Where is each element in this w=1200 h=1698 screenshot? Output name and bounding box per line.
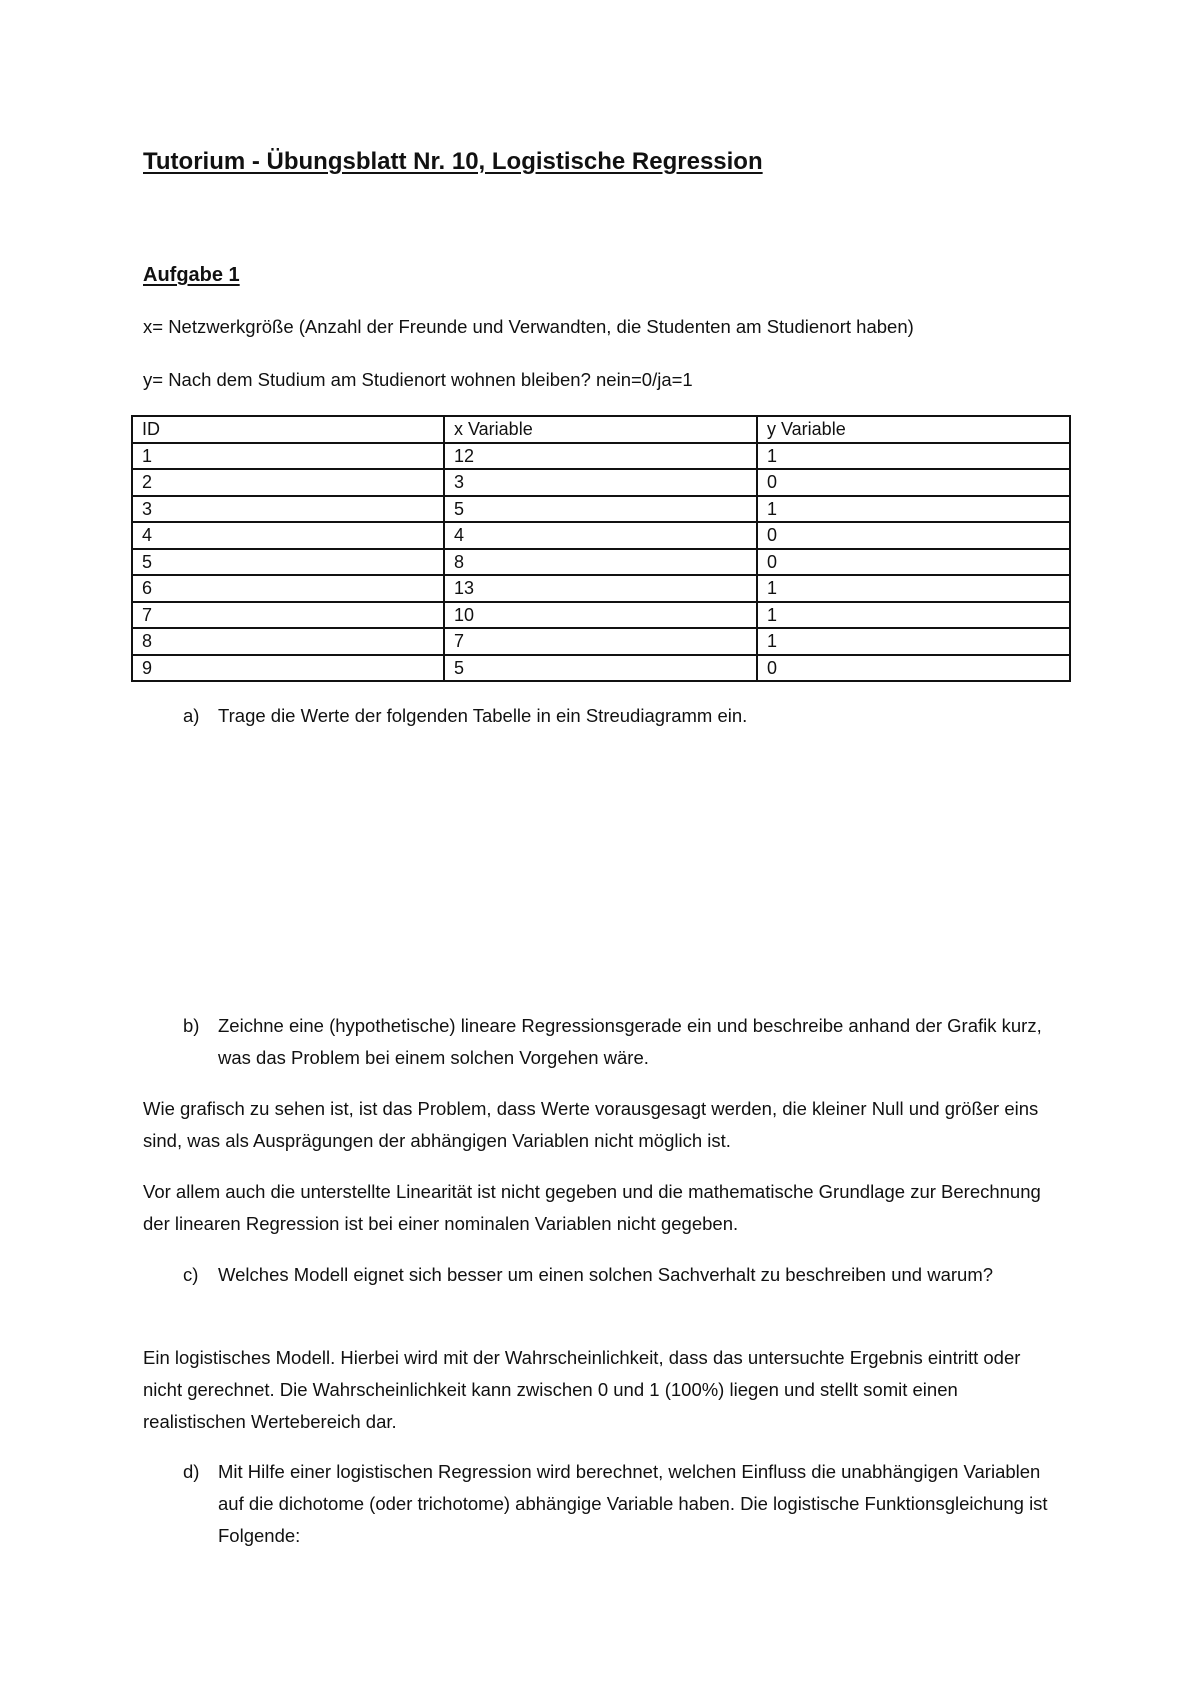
task-c	[183, 1259, 1063, 1291]
y-definition: y= Nach dem Studium am Studienort wohnen bleiben? nein=0/ja=1	[143, 369, 693, 390]
task-b-text: Zeichne eine (hypothetische) lineare Regressionsgerade ein und beschreibe anhand der Grafik kurz, was das Problem bei einem solchen Vorgehen wäre.	[218, 1015, 1042, 1068]
answer-b-paragraph-1: Wie grafisch zu sehen ist, ist das Problem, dass Werte vorausgesagt werden, die kleiner Null und größer eins sind, was als Ausprägungen der abhängigen Variablen nicht möglich ist.	[143, 1098, 1039, 1151]
table-row	[132, 655, 1070, 682]
cell-x: 10	[444, 602, 757, 629]
cell-x: 3	[444, 469, 757, 496]
table-row	[132, 549, 1070, 576]
cell-id: 8	[132, 628, 444, 655]
table-row	[132, 496, 1070, 523]
data-table	[131, 415, 1071, 682]
cell-y: 1	[757, 443, 1070, 470]
cell-id: 6	[132, 575, 444, 602]
table-row	[132, 575, 1070, 602]
cell-id: 1	[132, 443, 444, 470]
task-d-label: d)	[183, 1461, 200, 1482]
task-a-text: Trage die Werte der folgenden Tabelle in ein Streudiagramm ein.	[218, 705, 748, 726]
cell-x: 7	[444, 628, 757, 655]
table-row	[132, 469, 1070, 496]
cell-id: 7	[132, 602, 444, 629]
cell-x: 12	[444, 443, 757, 470]
task-d-text: Mit Hilfe einer logistischen Regression wird berechnet, welchen Einfluss die unabhängigen Variablen auf die dichotome (oder trichotome) abhängige Variable haben. Die logistische Funktionsgleichung ist Folgende:	[218, 1461, 1048, 1546]
table-header-row	[132, 416, 1070, 443]
header-y: y Variable	[757, 416, 1070, 443]
header-x: x Variable	[444, 416, 757, 443]
cell-y: 1	[757, 602, 1070, 629]
cell-id: 5	[132, 549, 444, 576]
cell-x: 5	[444, 496, 757, 523]
cell-id: 4	[132, 522, 444, 549]
task-c-text: Welches Modell eignet sich besser um einen solchen Sachverhalt zu beschreiben und warum?	[218, 1264, 994, 1285]
table-row	[132, 443, 1070, 470]
table-row	[132, 522, 1070, 549]
cell-y: 1	[757, 496, 1070, 523]
cell-x: 8	[444, 549, 757, 576]
task-a-label: a)	[183, 705, 200, 726]
task-b-label: b)	[183, 1015, 200, 1036]
cell-y: 0	[757, 522, 1070, 549]
page-title: Tutorium - Übungsblatt Nr. 10, Logistische Regression	[143, 148, 763, 175]
cell-id: 2	[132, 469, 444, 496]
x-definition: x= Netzwerkgröße (Anzahl der Freunde und Verwandten, die Studenten am Studienort haben)	[143, 316, 914, 337]
answer-c-paragraph: Ein logistisches Modell. Hierbei wird mit der Wahrscheinlichkeit, dass das untersuchte Ergebnis eintritt oder nicht gerechnet. Die Wahrscheinlichkeit kann zwischen 0 und 1 (100%) liegen und stellt somit einen realistischen Wertebereich dar.	[143, 1347, 1021, 1432]
answer-b-paragraph-2: Vor allem auch die unterstellte Linearität ist nicht gegeben und die mathematische Grundlage zur Berechnung der linearen Regression ist bei einer nominalen Variablen nicht gegeben.	[143, 1181, 1041, 1234]
cell-x: 5	[444, 655, 757, 682]
cell-id: 9	[132, 655, 444, 682]
task-a	[183, 700, 1063, 732]
task-d	[183, 1456, 1063, 1552]
header-id: ID	[132, 416, 444, 443]
cell-y: 0	[757, 549, 1070, 576]
table-row	[132, 602, 1070, 629]
cell-x: 4	[444, 522, 757, 549]
cell-y: 1	[757, 628, 1070, 655]
task-c-label: c)	[183, 1264, 199, 1285]
cell-id: 3	[132, 496, 444, 523]
task-b	[183, 1010, 1063, 1074]
section-heading: Aufgabe 1	[143, 264, 240, 286]
cell-y: 1	[757, 575, 1070, 602]
cell-y: 0	[757, 655, 1070, 682]
cell-y: 0	[757, 469, 1070, 496]
table-row	[132, 628, 1070, 655]
cell-x: 13	[444, 575, 757, 602]
